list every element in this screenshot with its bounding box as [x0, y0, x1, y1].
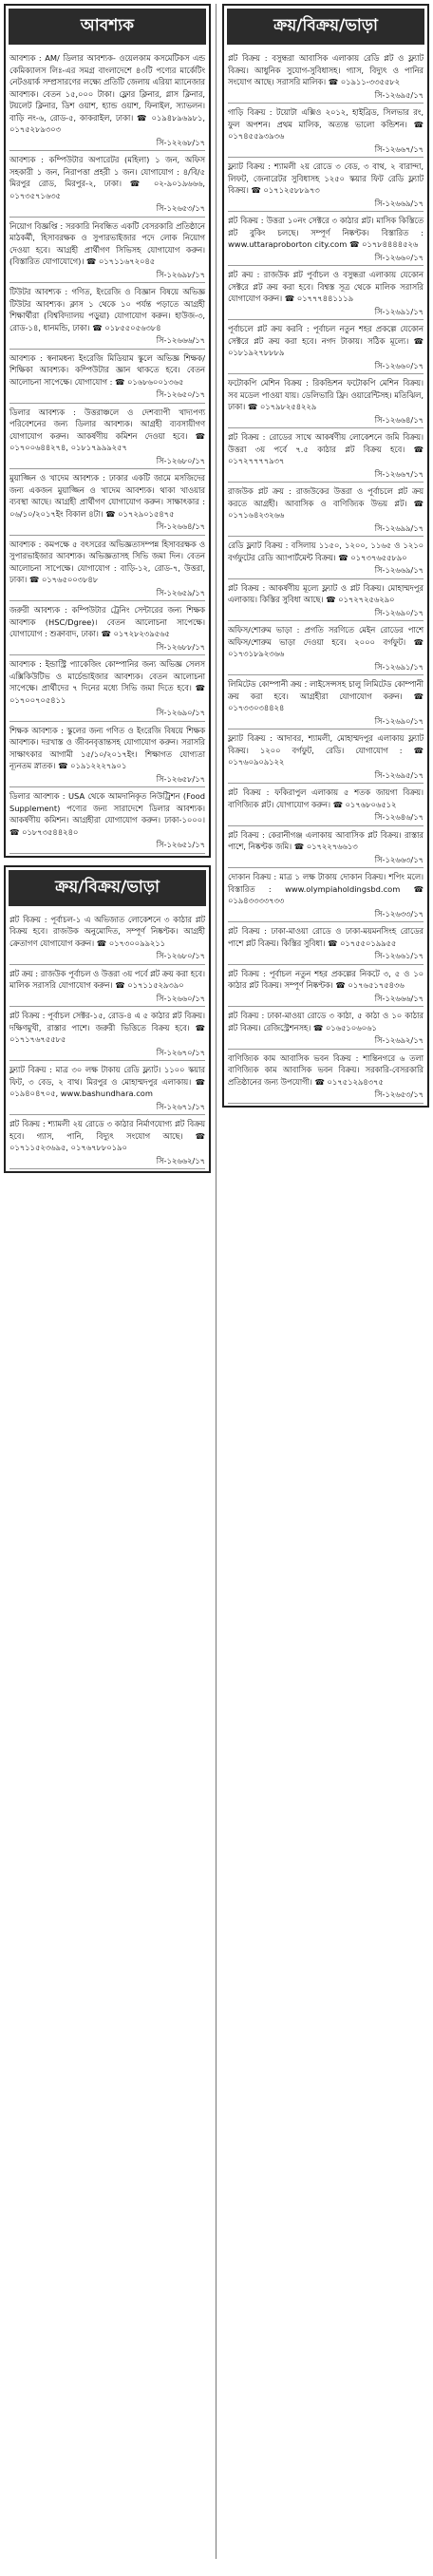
- ad-text: ফ্ল্যাট বিক্রয় : শ্যামলী ২য় রোডে ৩ বেড, ৩ বাথ, ২ বারান্দা, লিফট, জেনারেটর সুবিধাসহ ১২৫০ স্কয়ার ফিট রেডি ফ্ল্যাট বিক্রয়। ☎ ০১৭১২৫৮৮৯৭৩: [228, 161, 424, 195]
- ad-code: সি-১২৬৮৮/১৭: [156, 641, 205, 652]
- ad-list: [6, 909, 209, 1172]
- ad-text: শিক্ষক আবশ্যক : স্কুলের জন্য গণিত ও ইংরেজি বিষয়ে শিক্ষক আবশ্যক। দরখাস্ত ও জীবনবৃত্তান্তসহ যোগাযোগ করুন। সরাসরি সাক্ষাৎকার আগামী ১৫/১০/২০১৭ইং। শিক্ষাগত যোগ্যতা ন্যূনতম স্নাতক। ☎ ০১৯১২২২৭৯০১: [9, 725, 205, 770]
- ad-text: রাজউক প্লট ক্রয় : রাজউকের উত্তরা ও পূর্বাচলে প্লট ক্রয় করতে আগ্রহী। আবাসিক ও বাণিজ্যিক উভয় প্লট। ☎ ০১৭১৬৪২৩২৬৬: [228, 486, 424, 520]
- classified-ad: [9, 911, 205, 965]
- classified-ad: [9, 722, 205, 788]
- classified-ad: [9, 218, 205, 284]
- ad-text: প্লট বিক্রয় : ঢাকা-মাওয়া রোডে ও ঢাকা-ময়মনসিংহ রোডের পাশে প্লট বিক্রয়। কিস্তির সুবিধা। ☎ ০১৭৫৫০১৯৯৫৫: [228, 926, 424, 948]
- ad-code: সি-১২৬৯০/১৭: [156, 708, 205, 717]
- classified-ad: [228, 158, 424, 212]
- classified-ad: [9, 469, 205, 536]
- ad-code: সি-১২৬৬৭/১৭: [374, 143, 424, 154]
- ad-text: লিমিটেড কোম্পানী ক্রয় : লাইসেন্সসহ চালু লিমিটেড কোম্পানী ক্রয় করা হবে। আগ্রহীরা যোগাযোগ করুন। ☎ ০১৭৩৩০৩৪৪২৪: [228, 679, 424, 712]
- ad-code: সি-১২৬৯৫/১৭: [374, 769, 424, 780]
- classified-ad: [9, 283, 205, 350]
- ad-text: আবশ্যক : ইন্ডাস্ট্রি প্যাকেজিং কোম্পানির জন্য অভিজ্ঞ সেলস এক্সিকিউটিভ ও মার্চেন্ডাইজার আবশ্যক। বেতন আলোচনা সাপেক্ষে। প্রার্থীদের ৭ দিনের মধ্যে সিভি জমা দিতে হবে। ☎ ০১৭০০৭০৫৪১১: [9, 659, 205, 705]
- ad-code: সি-১২৬৬০/১৭: [374, 252, 424, 262]
- ad-code: সি-১২৬৪৬/১৭: [374, 812, 424, 822]
- ad-text: প্লট বিক্রয় : শ্যামলী ২য় রোডে ৩ কাঠার নির্মাণযোগ্য প্লট বিক্রয় হবে। গ্যাস, পানি, বিদ্যুৎ সংযোগ আছে। ☎ ০১৭১১৫২৩৬৯৫, ০১৭৬৭৮৮০১৯০: [9, 1119, 205, 1152]
- classified-ad: [9, 601, 205, 655]
- classified-section: [222, 4, 429, 1108]
- classified-ad: [228, 579, 424, 622]
- ad-text: জরুরী আবশ্যক : কম্পিউটার ট্রেনিং সেন্টারের জন্য শিক্ষক আবশ্যক (HSC/Dgree)। বেতন আলোচনা সাপেক্ষে। যোগাযোগ : শুক্রাবাদ, ঢাকা। ☎ ০১৭২৮২৩৯৫৬৫: [9, 605, 205, 638]
- ad-text: গাড়ি বিক্রয় : টয়োটা এক্সিও ২০১২, হাইব্রিড, সিলভার রং, ফুল অপশন। প্রথম মালিক, অত্যন্ত ভালো কন্ডিশন। ☎ ০১৭৪৫৫৯৩৯৩৬: [228, 107, 424, 141]
- ad-text: আবশ্যক : AM/ ডিলার আবশ্যক- ওয়েলকাম কসমেটিকস এন্ড কেমিক্যালস লিঃ-এর সমগ্র বাংলাদেশে ৪৩টি পণ্যের মার্কেটিং নেটওয়ার্ক সম্প্রসারণের লক্ষ্যে প্রতিটি জেলায় এরিয়া ম্যানেজার আবশ্যক। বেতন ১৫,০০০ টাকা। ফ্লোর ক্লিনার, গ্লাস ক্লিনার, টয়লেট ক্লিনার, ডিশ ওয়াশ, হ্যান্ড ওয়াশ, ফিনাইল, স্যাভলন। বাড়ি নং-৬, রোড-৫, কাকরাইল, ঢাকা। ☎ ০১৯৪৮৯৬৯৮১, ০১৭৫২৮৯৩০৩: [9, 53, 205, 134]
- classified-section: [4, 4, 211, 858]
- ad-text: ফ্ল্যাট বিক্রয় : মাত্র ৩০ লক্ষ টাকায় রেডি ফ্ল্যাট। ১১০০ স্কয়ার ফিট, ৩ বেড, ২ বাথ। মিরপুর ও মোহাম্মদপুর এলাকায়। ☎ ০১৯৪০৪৭০৫, www.bashundhara.com: [9, 1065, 205, 1098]
- ad-text: প্লট বিক্রয় : বসুন্ধরা আবাসিক এলাকায় রেডি প্লট ও ফ্ল্যাট বিক্রয়। আধুনিক সুযোগ-সুবিধাসহ। গ্যাস, বিদ্যুৎ ও পানির সংযোগ আছে। সরাসরি মালিক। ☎ ০১৯১১-৩৩৫৫৮২: [228, 53, 424, 86]
- ad-code: সি-১২৬৩৩/১৭: [374, 908, 424, 919]
- ad-code: সি-১২৬৬৩/১৭: [374, 854, 424, 864]
- classified-ad: [228, 965, 424, 1008]
- ad-code: সি-১২৬৯২/১৭: [374, 1035, 424, 1045]
- ad-code: সি-১২৬৮০/১৭: [156, 455, 205, 465]
- ad-code: সি-১২৬৬৯/১৭: [374, 198, 424, 208]
- ad-code: সি-১২৬৬০/১৭: [374, 360, 424, 370]
- ad-code: সি-১২৬৯১/১৭: [374, 306, 424, 316]
- ad-code: সি-১২৬৬১/১৭: [374, 951, 424, 960]
- ad-text: প্লট বিক্রয় : পূর্বাচল নতুন শহর প্রকল্পের নিকটে ৩, ৫ ও ১০ কাঠার প্লট বিক্রয়। সম্পূর্ণ নিষ্কণ্টক। ☎ ০১৭৬৫১৭৫৪৩৬: [228, 968, 424, 990]
- ad-text: পূর্বাচলে প্লট ক্রয় করবি : পূর্বাচল নতুন শহর প্রকল্পে যেকোন সেক্টরে প্লট ক্রয় করা হবে। নগদ টাকায়। সঠিক মূল্যে। ☎ ০১৮১৯২৭৮৮৮৯: [228, 324, 424, 357]
- classified-ad: [228, 266, 424, 320]
- classified-ad: [228, 1007, 424, 1050]
- right-column: [222, 4, 429, 1115]
- ad-text: প্লট বিক্রয় : ফকিরাপুল এলাকায় ৫ শতক জায়গা বিক্রয়। বাণিজ্যিক প্লট। যোগাযোগ করুন। ☎ ০১৭৬৮০৬৫১২: [228, 787, 424, 809]
- classified-ad: [9, 1007, 205, 1061]
- classified-ad: [228, 537, 424, 579]
- ad-text: মুয়াজ্জিন ও খাদেম আবশ্যক : ঢাকার একটি জামে মসজিদের জন্য একজন মুয়াজ্জিন ও খাদেম আবশ্যক। থাকা খাওয়ার ব্যবস্থা আছে। আগ্রহী প্রার্থীগণ যোগাযোগ করুন। সাক্ষাৎকার : ০৬/১০/২০১৭ইং বিকাল ৪টা। ☎ ০১৭২৯০১৫৪৭৫: [9, 473, 205, 519]
- ad-text: দোকান বিক্রয় : মাত্র ১ লক্ষ টাকায় দোকান বিক্রয়। শপিং মলে। বিস্তারিত : www.olympiaholdingsbd.com ☎ ০১৯৪৩৩৩৩৭৩৩: [228, 872, 424, 905]
- classified-ad: [228, 922, 424, 965]
- ad-code: সি-১২৬৫৩/১৭: [374, 1089, 424, 1099]
- ad-code: সি-১২৬৭১/১৭: [156, 1101, 205, 1111]
- ad-text: রেডি ফ্ল্যাট বিক্রয় : বসিলায় ১১৫০, ১২০০, ১১৬৫ ও ১২১০ বর্গফুটের রেডি অ্যাপার্টমেন্ট বিক্রয়। ☎ ০১৭৩৭৬৫৫৮৯০: [228, 540, 424, 562]
- classified-ad: [9, 655, 205, 722]
- ad-code: সি-১২৬৬২/১৭: [156, 1155, 205, 1165]
- ad-text: প্লট বিক্রয় : রোডের সাথে আকর্ষণীয় লোকেশনে জমি বিক্রয়। উত্তরা ৩য় পর্বে ৭.৫ কাঠার প্লট বিক্রয় হবে। ☎ ০১৭২৭৭৭৭৯৩৭: [228, 432, 424, 465]
- ad-code: সি-১২৬৯১/১৭: [374, 661, 424, 672]
- ad-code: সি-১২৬৬৯/১৭: [374, 565, 424, 575]
- ad-code: সি-১২৬৯০/১৭: [374, 607, 424, 617]
- ad-code: সি-১২৬৯৮/১৭: [156, 269, 205, 279]
- ad-code: সি-১২৬৫৯/১৭: [156, 587, 205, 597]
- classified-section: [4, 865, 211, 1174]
- ad-code: সি-১২৬৬০/১৭: [156, 993, 205, 1003]
- classified-ad: [228, 483, 424, 537]
- ad-text: নিয়োগ বিজ্ঞপ্তি : সরকারি নিবন্ধিত একটি বেসরকারি প্রতিষ্ঠানে মাঠকর্মী, হিসাবরক্ষক ও সুপারভাইজার পদে লোক নিয়োগ দেওয়া হবে। আগ্রহী প্রার্থীগণ সিভিসহ যোগাযোগ করুন। (বিস্তারিত যোগাযোগে)। ☎ ০১৭১১৬৭২০৪৫: [9, 220, 205, 266]
- ad-code: সি-১২৬৫৩/১৭: [156, 203, 205, 213]
- classified-ad: [9, 49, 205, 151]
- ad-code: সি-১২৬৯৯/১৭: [374, 522, 424, 533]
- ad-code: সি-১২৬৬৭/১৭: [374, 468, 424, 479]
- classified-ad: [9, 350, 205, 404]
- classified-ad: [9, 536, 205, 602]
- ad-text: প্লট বিক্রয় : আকর্ষণীয় মূল্যে ফ্ল্যাট ও প্লট বিক্রয়। মোহাম্মদপুর এলাকায়। কিস্তির সুবিধা আছে। ☎ ০১৭২৭২৫৬২৯০: [228, 582, 424, 604]
- classified-ad: [228, 784, 424, 826]
- ad-text: আবশ্যক : কম্পিউটার অপারেটর (মহিলা) ১ জন, অফিস সহকারী ১ জন, নিরাপত্তা প্রহরী ১ জন। যোগাযোগ : ৪/বি/৫ মিরপুর রোড, মিরপুর-২, ঢাকা। ☎ ০২-৯০১৯৬৬৬, ০১৭৩৫৭১৬৩৫: [9, 155, 205, 200]
- classified-ad: [9, 1115, 205, 1169]
- section-header: ক্রয়/বিক্রয়/ভাড়া: [227, 9, 424, 45]
- classified-ad: [9, 151, 205, 218]
- classified-ad: [9, 787, 205, 854]
- ad-code: সি-১২৬৯০/১৭: [374, 715, 424, 726]
- ad-code: সি-১২৬৬৪/১৭: [374, 414, 424, 425]
- ad-text: ডিলার আবশ্যক : উত্তরাঞ্চলে ও দেশব্যাপী খাদ্যপণ্য পরিবেশনের জন্য ডিলার আবশ্যক। আগ্রহী ব্যবসায়ীগণ যোগাযোগ করুন। আকর্ষণীয় কমিশন দেওয়া হবে। ☎ ০১৭০০৬৪৪২৭৪, ০১৮১৭৯৯৯২৫৭: [9, 407, 205, 452]
- ad-text: প্লট বিক্রয় : কেরানীগঞ্জ এলাকায় আবাসিক প্লট বিক্রয়। রাস্তার পাশে, নিষ্কণ্টক জমি। ☎ ০১৭২২৭৬৬১৩: [228, 829, 424, 851]
- ad-text: বাণিজ্যিক কাম আবাসিক ভবন বিক্রয় : শান্তিনগরে ৬ তলা বাণিজ্যিক কাম আবাসিক ভবন বিক্রয়। সরকারি-বেসরকারি প্রতিষ্ঠানের জন্য উপযোগী। ☎ ০১৭৫১২৯৪৩৭৫: [228, 1052, 424, 1087]
- ad-code: সি-১২৬৬৬/১৭: [374, 993, 424, 1003]
- classified-ad: [228, 1050, 424, 1104]
- ad-text: অফিস/শোরুম ভাড়া : প্রগতি সরণিতে মেইন রোডের পাশে অফিস/শোরুম ভাড়া দেওয়া হবে। ২০০০ বর্গফুট। ☎ ০১৭৩১৮৯২৩৬৬: [228, 625, 424, 658]
- classified-ad: [228, 374, 424, 428]
- ad-text: ডিলার আবশ্যক : USA থেকে আমদানিকৃত নিউট্রিশন (Food Supplement) পণ্যের জন্য সারাদেশে ডিলার আবশ্যক। আকর্ষণীয় কমিশন। আগ্রহীরা যোগাযোগ করুন। ঢাকা-১০০০। ☎ ০১৮৭৩৫৪৪২৪০: [9, 791, 205, 837]
- ad-code: সি-১২৬৫৮/১৭: [156, 773, 205, 784]
- ad-text: প্লট বিক্রয় : পূর্বাচল-১ এ অভিজাত লোকেশনে ৩ কাঠার প্লট বিক্রয় হবে। রাজউক অনুমোদিত, সম্পূর্ণ নিষ্কণ্টক। আগ্রহী ক্রেতাগণ যোগাযোগ করুন। ☎ ০১৭৩০০৯৯২১১: [9, 914, 205, 948]
- ad-code: সি-১২২৬৮/১৭: [156, 137, 205, 147]
- ad-text: আবশ্যক : কমপক্ষে ৫ বৎসরের অভিজ্ঞতাসম্পন্ন হিসাবরক্ষক ও সুপারভাইজার আবশ্যক। অভিজ্ঞতাসহ সিভি জমা দিন। বেতন আলোচনা সাপেক্ষে। যোগাযোগ : বাড়ি-১২, রোড-৭, উত্তরা, ঢাকা। ☎ ০১৭৬৫০০৩৮৪৮: [9, 539, 205, 584]
- ad-text: আবশ্যক : স্বনামধন্য ইংরেজি মিডিয়াম স্কুলে অভিজ্ঞ শিক্ষক/শিক্ষিকা আবশ্যক। কম্পিউটার জ্ঞান থাকতে হবে। বেতন আলোচনা সাপেক্ষে। যোগাযোগ : ☎ ০১৬৮৬০০১৩৬৫: [9, 352, 205, 387]
- classified-ad: [228, 428, 424, 483]
- ad-code: সি-১২৬৫০/১৭: [156, 389, 205, 399]
- ad-text: ফটোকপি মেশিন বিক্রয় : রিকন্ডিশন ফটোকপি মেশিন বিক্রয়। সব মডেল পাওয়া যায়। ডেলিভারি ফ্রি। ওয়ারেন্টিসহ। মতিঝিল, ঢাকা। ☎ ০১৭৯৮২৫৪২২৯: [228, 378, 424, 411]
- ad-text: প্লট বিক্রয় : পূর্বাচল সেক্টর-১৫, রোড-৪ এ ৫ কাঠার প্লট বিক্রয়। দক্ষিণমুখী, রাস্তার পাশে। জরুরী ভিত্তিতে বিক্রয় হবে। ☎ ০১৭১৭৬৭৫৫৮৫: [9, 1011, 205, 1044]
- ad-list: [6, 47, 209, 856]
- classified-ad: [228, 675, 424, 729]
- classified-ad: [228, 212, 424, 266]
- ad-code: সি-১২৬৬৪/১৭: [156, 521, 205, 531]
- section-header: আবশ্যক: [9, 9, 206, 45]
- classified-ad: [228, 49, 424, 104]
- classified-ad: [228, 320, 424, 374]
- classified-ad: [228, 729, 424, 784]
- ad-list: [224, 47, 427, 1106]
- classified-ad: [9, 404, 205, 470]
- classified-ad: [228, 826, 424, 869]
- classified-ad: [9, 965, 205, 1008]
- ad-code: সি-১২৬৮০/১৭: [156, 951, 205, 960]
- ad-text: প্লট ক্রয় : রাজউক পূর্বাচল ও উত্তরা ৩য় পর্বে প্লট ক্রয় করা হবে। মালিক সরাসরি যোগাযোগ করুন। ☎ ০১৭১১৫২৯৩৯০: [9, 968, 205, 990]
- ad-code: সি-১২৬৬৬/১৭: [156, 335, 205, 345]
- classified-ad: [228, 621, 424, 675]
- ad-text: টিউটর আবশ্যক : গণিত, ইংরেজি ও বিজ্ঞান বিষয়ে অভিজ্ঞ টিউটর আবশ্যক। ক্লাস ১ থেকে ১০ পর্যন্ত পড়াতে আগ্রহী শিক্ষার্থীরা (বিশ্ববিদ্যালয় পড়ুয়া) যোগাযোগ করুন। হাউজ-৩, রোড-১৪, ধানমন্ডি, ঢাকা। ☎ ০১৮৫৫০৫৬৩৮৪: [9, 287, 205, 332]
- ad-text: প্লট বিক্রয় : ঢাকা-মাওয়া রোডে ৩ কাঠা, ৫ কাঠা ও ১০ কাঠার প্লট বিক্রয়। রেজিস্ট্রেশনসহ। ☎ ০১৬৫১০৬০৬১: [228, 1011, 424, 1032]
- section-header: ক্রয়/বিক্রয়/ভাড়া: [9, 870, 206, 906]
- ad-text: ফ্ল্যাট বিক্রয় : আদাবর, শ্যামলী, মোহাম্মদপুর এলাকায় ফ্ল্যাট বিক্রয়। ১২০০ বর্গফুট, রেডি। যোগাযোগ : ☎ ০১৭৬০৯০৯১২২: [228, 733, 424, 767]
- ad-code: সি-১২৬৯৫/১৭: [374, 89, 424, 100]
- ad-text: প্লট বিক্রয় : উত্তরা ১০নং সেক্টরে ৩ কাঠার প্লট। মাসিক কিস্তিতে প্লট বুকিং চলছে। সম্পূর্ণ নিষ্কণ্টক। বিস্তারিত : www.uttaraproborton city.com ☎ ০১৭৮৪৪৪৪৫২৬: [228, 216, 424, 249]
- classified-ad: [9, 1061, 205, 1115]
- classified-ad: [228, 868, 424, 922]
- left-column: [4, 4, 211, 1181]
- ad-code: সি-১২৬৫১/১৭: [156, 840, 205, 849]
- ad-text: প্লট ক্রয় : রাজউক প্লট পূর্বাচল ও বসুন্ধরা এলাকায় যেকোন সেক্টরে প্লট ক্রয় করা হবে। বিশ্বস্ত সূত্র থেকে মালিক সরাসরি যোগাযোগ করুন। ☎ ০১৭৭৭৪৪১১১৯: [228, 270, 424, 303]
- classified-ad: [228, 104, 424, 158]
- ad-code: সি-১২৬৭০/১৭: [156, 1047, 205, 1057]
